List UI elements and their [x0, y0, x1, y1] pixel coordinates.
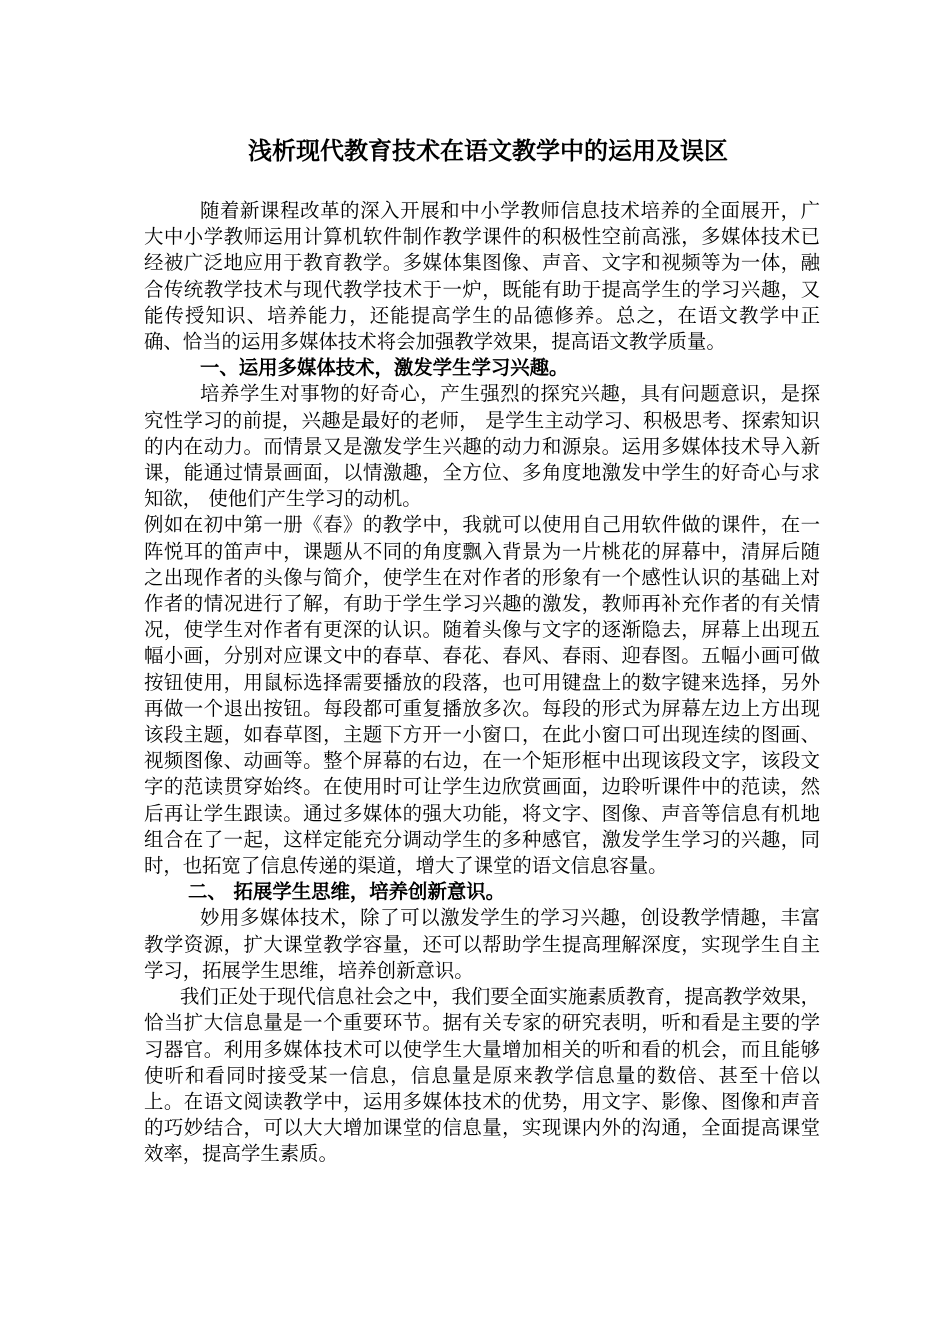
document-title: 浅析现代教育技术在语文教学中的运用及误区 [248, 136, 728, 165]
paragraph-3: 妙用多媒体技术，除了可以激发学生的学习兴趣，创设教学情趣，丰富教学资源，扩大课堂教学容量，还可以帮助学生提高理解深度，实现学生自主学习，拓展学生思维，培养创新意识。 [144, 906, 820, 982]
paragraph-2: 例如在初中第一册《春》的教学中，我就可以使用自己用软件做的课件，在一阵悦耳的笛声中，课题从不同的角度飘入背景为一片桃花的屏幕中，清屏后随之出现作者的头像与简介，使学生在对作者的形象有一个感性认识的基础上对作者的情况进行了解，有助于学生学习兴趣的激发，教师再补充作者的有关情况，使学生对作者有更深的认识。随着头像与文字的逐渐隐去，屏幕上出现五幅小画，分别对应课文中的春草、春花、春风、春雨、迎春图。五幅小画可做按钮使用，用鼠标选择需要播放的段落，也可用键盘上的数字键来选择，另外再做一个退出按钮。每段都可重复播放多次。每段的形式为屏幕左边上方出现该段主题，如春草图，主题下方开一小窗口，在此小窗口可出现连续的图画、视频图像、动画等。整个屏幕的右边，在一个矩形框中出现该段文字，该段文字的范读贯穿始终。在使用时可让学生边欣赏画面，边聆听课件中的范读，然后再让学生跟读。通过多媒体的强大功能，将文字、图像、声音等信息有机地组合在了一起，这样定能充分调动学生的多种感官，激发学生学习的兴趣，同时，也拓宽了信息传递的渠道，增大了课堂的语文信息容量。 [144, 513, 820, 878]
paragraph-4: 我们正处于现代信息社会之中，我们要全面实施素质教育，提高教学效果，恰当扩大信息量是一个重要环节。据有关专家的研究表明，听和看是主要的学习器官。利用多媒体技术可以使学生大量增加相关的听和看的机会，而且能够使听和看同时接受某一信息，信息量是原来教学信息量的数倍、甚至十倍以上。在语文阅读教学中，运用多媒体技术的优势，用文字、影像、图像和声音的巧妙结合，可以大大增加课堂的信息量，实现课内外的沟通，全面提高课堂效率，提高学生素质。 [144, 985, 820, 1166]
paragraph-1: 培养学生对事物的好奇心，产生强烈的探究兴趣，具有问题意识，是探究性学习的前提，兴趣是最好的老师， 是学生主动学习、积极思考、探索知识的内在动力。而情景又是激发学生兴趣的动力和源泉。运用多媒体技术导入新课，能通过情景画面，以情激趣，全方位、多角度地激发中学生的好奇心与求知欲， 使他们产生学习的动机。 [144, 382, 820, 511]
section-heading-2: 二、 拓展学生思维，培养创新意识。 [188, 880, 505, 904]
paragraph-intro: 随着新课程改革的深入开展和中小学教师信息技术培养的全面展开，广大中小学教师运用计算机软件制作教学课件的积极性空前高涨，多媒体技术已经被广泛地应用于教育教学。多媒体集图像、声音、文字和视频等为一体，融合传统教学技术与现代教学技术于一炉，既能有助于提高学生的学习兴趣，又能传授知识、培养能力，还能提高学生的品德修养。总之，在语文教学中正确、恰当的运用多媒体技术将会加强教学效果，提高语文教学质量。 [144, 199, 820, 354]
section-heading-1: 一、运用多媒体技术，激发学生学习兴趣。 [200, 356, 569, 380]
document-body [144, 198, 820, 1168]
